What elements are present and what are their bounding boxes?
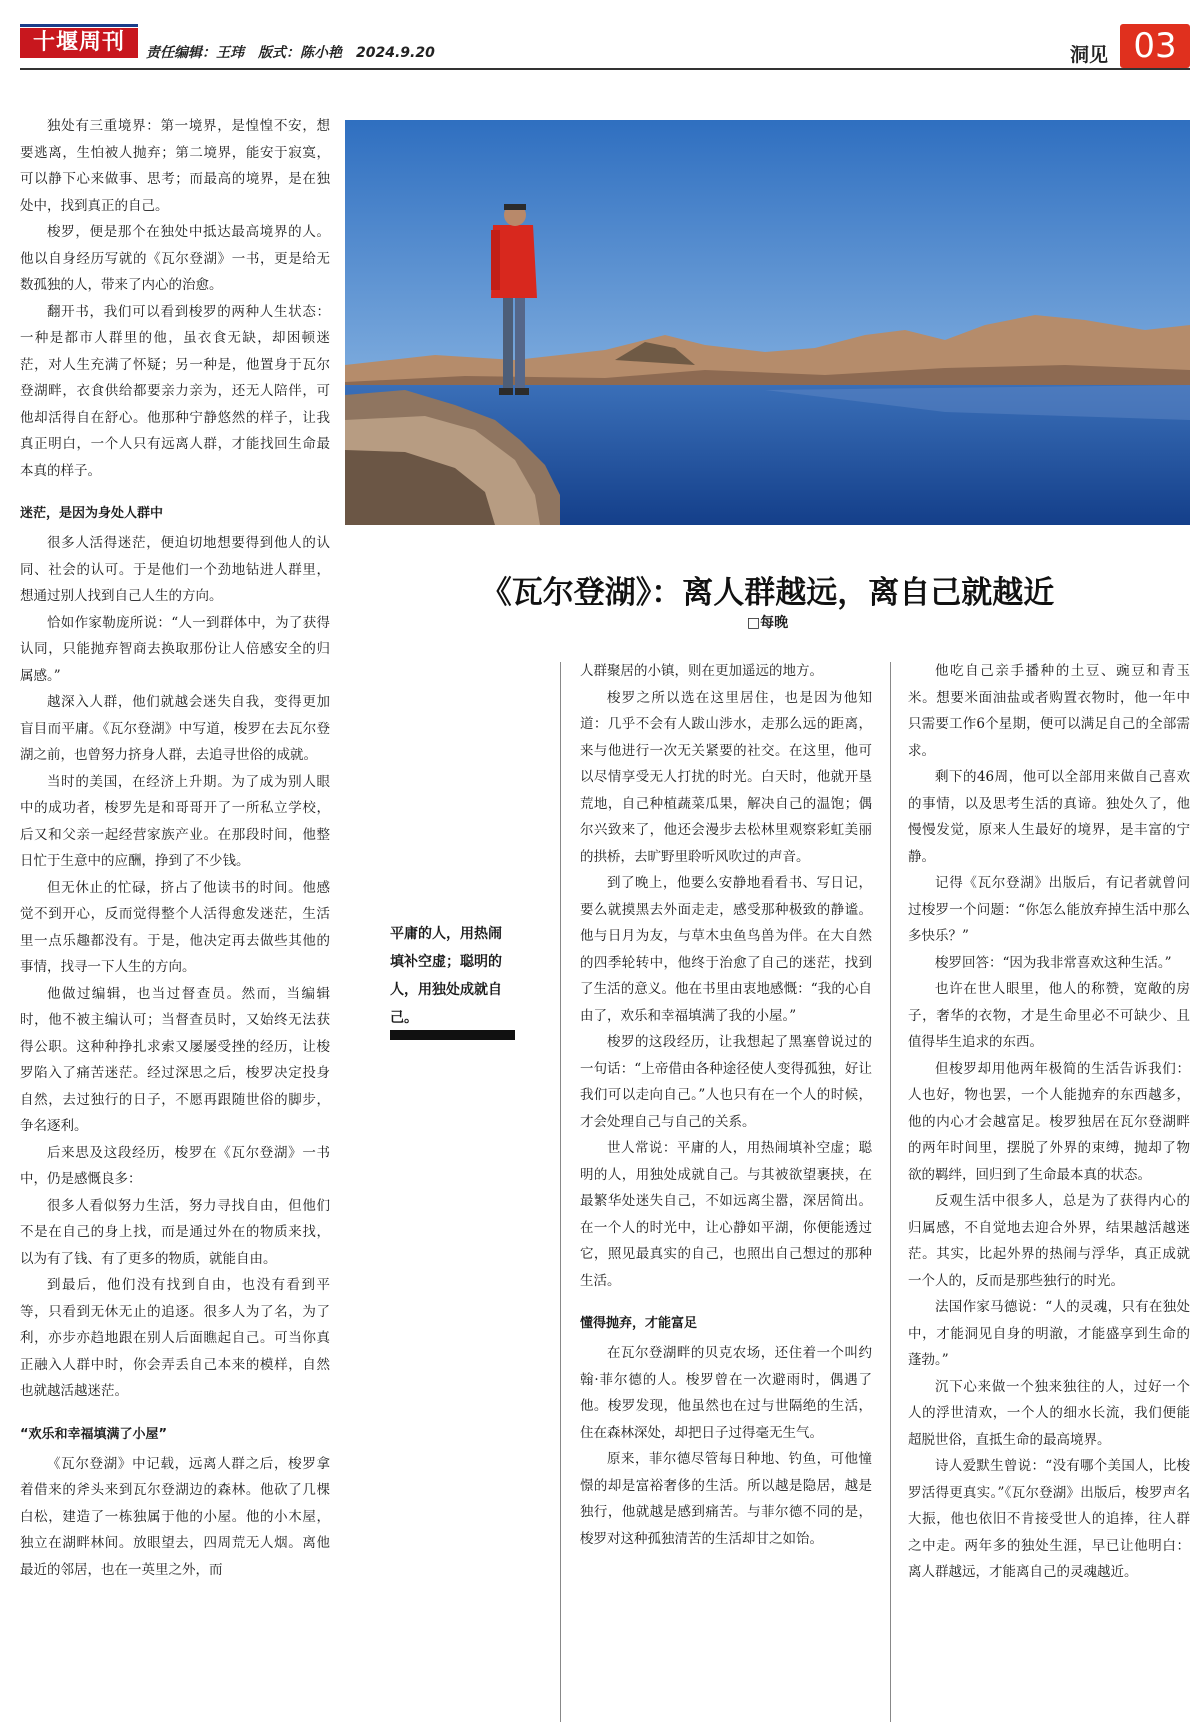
paragraph: 很多人活得迷茫，便迫切地想要得到他人的认同、社会的认可。于是他们一个劲地钻进人群里，想通过别人找到自己人生的方向。 — [20, 535, 330, 604]
paragraph: 他吃自己亲手播种的土豆、豌豆和青玉米。想要米面油盐或者购置衣物时，他一年中只需要工作6个星期，便可以满足自己的全部需求。 — [908, 663, 1190, 759]
paragraph: 梭罗的这段经历，让我想起了黑塞曾说过的一句话：“上帝借由各种途径使人变得孤独，好让我们可以走向自己。”人也只有在一个人的时候，才会处理自己与自己的关系。 — [580, 1034, 872, 1130]
column-divider — [560, 662, 561, 1722]
section-heading: 懂得抛弃，才能富足 — [580, 1316, 698, 1331]
article-title: 《瓦尔登湖》：离人群越远，离自己就越近 — [480, 575, 1055, 611]
paragraph: 梭罗，便是那个在独处中抵达最高境界的人。他以自身经历写就的《瓦尔登湖》一书，更是给无数孤独的人，带来了内心的治愈。 — [20, 224, 330, 293]
masthead-accent — [20, 24, 138, 27]
paragraph: 记得《瓦尔登湖》出版后，有记者就曾问过梭罗一个问题：“你怎么能放弃掉生活中那么多快乐？” — [908, 875, 1190, 944]
paragraph: 原来，菲尔德尽管每日种地、钓鱼，可他憧憬的却是富裕奢侈的生活。所以越是隐居，越是独行，他就越是感到痛苦。与菲尔德不同的是，梭罗对这种孤独清苦的生活却甘之如饴。 — [580, 1451, 872, 1547]
paragraph: 恰如作家勒庞所说：“人一到群体中，为了获得认同，只能抛弃智商去换取那份让人倍感安全的归属感。” — [20, 614, 330, 684]
paragraph: 人群聚居的小镇，则在更加遥远的地方。 — [580, 663, 823, 679]
paragraph: 后来思及这段经历，梭罗在《瓦尔登湖》一书中，仍是感慨良多： — [20, 1144, 330, 1187]
page-header — [20, 20, 1190, 70]
paragraph: 梭罗回答：“因为我非常喜欢这种生活。” — [935, 954, 1172, 971]
header-rule — [20, 68, 1190, 70]
pull-quote: 平庸的人，用热闹填补空虚；聪明的人，用独处成就自己。 — [390, 926, 502, 1026]
paragraph: 在瓦尔登湖畔的贝克农场，还住着一个叫约翰·菲尔德的人。梭罗曾在一次避雨时，偶遇了他。梭罗发现，他虽然也在过与世隔绝的生活，住在森林深处，却把日子过得毫无生气。 — [580, 1345, 872, 1441]
paragraph: 翻开书，我们可以看到梭罗的两种人生状态：一种是都市人群里的他，虽衣食无缺，却困顿迷茫，对人生充满了怀疑；另一种是，他置身于瓦尔登湖畔，衣食供给都要亲力亲为，还无人陪伴，可他却活得自在舒心。他那种宁静悠然的样子，让我真正明白，一个人只有远离人群，才能找回生命最本真的样子。 — [20, 303, 330, 479]
article-photo — [345, 120, 1190, 525]
paragraph: 诗人爱默生曾说：“没有哪个美国人，比梭罗活得更真实。”《瓦尔登湖》出版后，梭罗声名大振，他也依旧不肯接受世人的追捧，往人群之中走。两年多的独处生涯，早已让他明白：离人群越远，才能离自己的灵魂越近。 — [908, 1458, 1190, 1580]
paragraph: 他做过编辑，也当过督查员。然而，当编辑时，他不被主编认可；当督查员时，又始终无法获得公职。这种种挣扎求索又屡屡受挫的经历，让梭罗陷入了痛苦迷茫。经过深思之后，梭罗决定投身自然，去过独行的日子，不愿再跟随世俗的脚步，争名逐利。 — [20, 985, 330, 1134]
paragraph: 世人常说：平庸的人，用热闹填补空虚；聪明的人，用独处成就自己。与其被欲望裹挟，在最繁华处迷失自己，不如远离尘嚣，深居简出。在一个人的时光中，让心静如平湖，你便能透过它，照见最真实的自己，也照出自己想过的那种生活。 — [580, 1140, 872, 1289]
pull-quote-bar — [390, 1030, 515, 1040]
paragraph: 很多人看似努力生活，努力寻找自由，但他们不是在自己的身上找，而是通过外在的物质来找，以为有了钱、有了更多的物质，就能自由。 — [20, 1197, 330, 1267]
column-2 — [580, 658, 872, 1723]
paragraph: 到了晚上，他要么安静地看看书、写日记，要么就摸黑去外面走走，感受那种极致的静谧。他与日月为友，与草木虫鱼鸟兽为伴。在大自然的四季轮转中，他终于治愈了自己的迷茫，找到了生活的意义。他在书里由衷地感慨：“我的心自由了，欢乐和幸福填满了我的小屋。” — [580, 875, 872, 1024]
paragraph: 梭罗之所以选在这里居住，也是因为他知道：几乎不会有人跋山涉水，走那么远的距离，来与他进行一次无关紧要的社交。在这里，他可以尽情享受无人打扰的时光。白天时，他就开垦荒地，自己种植蔬菜瓜果，解决自己的温饱；偶尔兴致来了，他还会漫步去松林里观察彩虹美丽的拱桥，去旷野里聆听风吹过的声音。 — [580, 689, 872, 865]
paragraph: 当时的美国，在经济上升期。为了成为别人眼中的成功者，梭罗先是和哥哥开了一所私立学校，后又和父亲一起经营家族产业。在那段时间，他整日忙于生意中的应酬，挣到了不少钱。 — [20, 773, 330, 869]
page-number: 03 — [1120, 24, 1190, 68]
paragraph: 反观生活中很多人，总是为了获得内心的归属感，不自觉地去迎合外界，结果越活越迷茫。其实，比起外界的热闹与浮华，真正成就一个人的，反而是那些独行的时光。 — [908, 1193, 1190, 1289]
paragraph: 沉下心来做一个独来独往的人，过好一个人的浮世清欢，一个人的细水长流，我们便能超脱世俗，直抵生命的最高境界。 — [908, 1378, 1190, 1448]
column-divider — [890, 662, 891, 1722]
paragraph: 但无休止的忙碌，挤占了他读书的时间。他感觉不到开心，反而觉得整个人活得愈发迷茫，生活里一点乐趣都没有。于是，他决定再去做些其他的事情，找寻一下人生的方向。 — [20, 879, 330, 975]
column-3 — [908, 658, 1190, 1723]
paragraph: 越深入人群，他们就越会迷失自我，变得更加盲目而平庸。《瓦尔登湖》中写道，梭罗在去瓦尔登湖之前，也曾努力挤身人群，去追寻世俗的成就。 — [20, 694, 330, 763]
byline: □每晚 — [746, 615, 789, 631]
section-heading: 迷茫，是因为身处人群中 — [20, 506, 164, 521]
editor-credits: 责任编辑：王玮 版式：陈小艳 2024.9.20 — [146, 45, 435, 61]
paragraph: 到最后，他们没有找到自由，也没有看到平等，只看到无休无止的追逐。很多人为了名，为了利，亦步亦趋地跟在别人后面瞧起自己。可当你真正融入人群中时，你会弄丢自己本来的模样，自然也就越活越迷茫。 — [20, 1277, 330, 1399]
paragraph: 也许在世人眼里，他人的称赞，宽敞的房子，奢华的衣物，才是生命里必不可缺少、且值得毕生追求的东西。 — [908, 981, 1190, 1050]
paragraph: 法国作家马德说：“人的灵魂，只有在独处中，才能洞见自身的明澈，才能盛享到生命的蓬勃。” — [908, 1299, 1190, 1368]
crater-lake-illustration — [345, 120, 1190, 525]
paragraph: 《瓦尔登湖》中记载，远离人群之后，梭罗拿着借来的斧头来到瓦尔登湖边的森林。他砍了几棵白松，建造了一栋独属于他的小屋。他的小木屋，独立在湖畔林间。放眼望去，四周荒无人烟。离他最近的邻居，也在一英里之外，而 — [20, 1455, 330, 1578]
paragraph: 但梭罗却用他两年极简的生活告诉我们：人也好，物也罢，一个人能抛弃的东西越多，他的内心才会越富足。梭罗独居在瓦尔登湖畔的两年时间里，摆脱了外界的束缚，抛却了物欲的羁绊，回归到了生命最本真的状态。 — [908, 1060, 1190, 1183]
section-heading: “欢乐和幸福填满了小屋” — [20, 1426, 168, 1442]
masthead-logo: 十堰周刊 — [20, 28, 138, 58]
paragraph: 独处有三重境界：第一境界，是惶惶不安，想要逃离，生怕被人抛弃；第二境界，能安于寂寞，可以静下心来做事、思考；而最高的境界，是在独处中，找到真正的自己。 — [20, 118, 330, 214]
paragraph: 剩下的46周，他可以全部用来做自己喜欢的事情，以及思考生活的真谛。独处久了，他慢慢发觉，原来人生最好的境界，是丰富的宁静。 — [908, 769, 1190, 865]
section-name: 洞见 — [1069, 44, 1108, 66]
column-1 — [20, 113, 330, 1725]
